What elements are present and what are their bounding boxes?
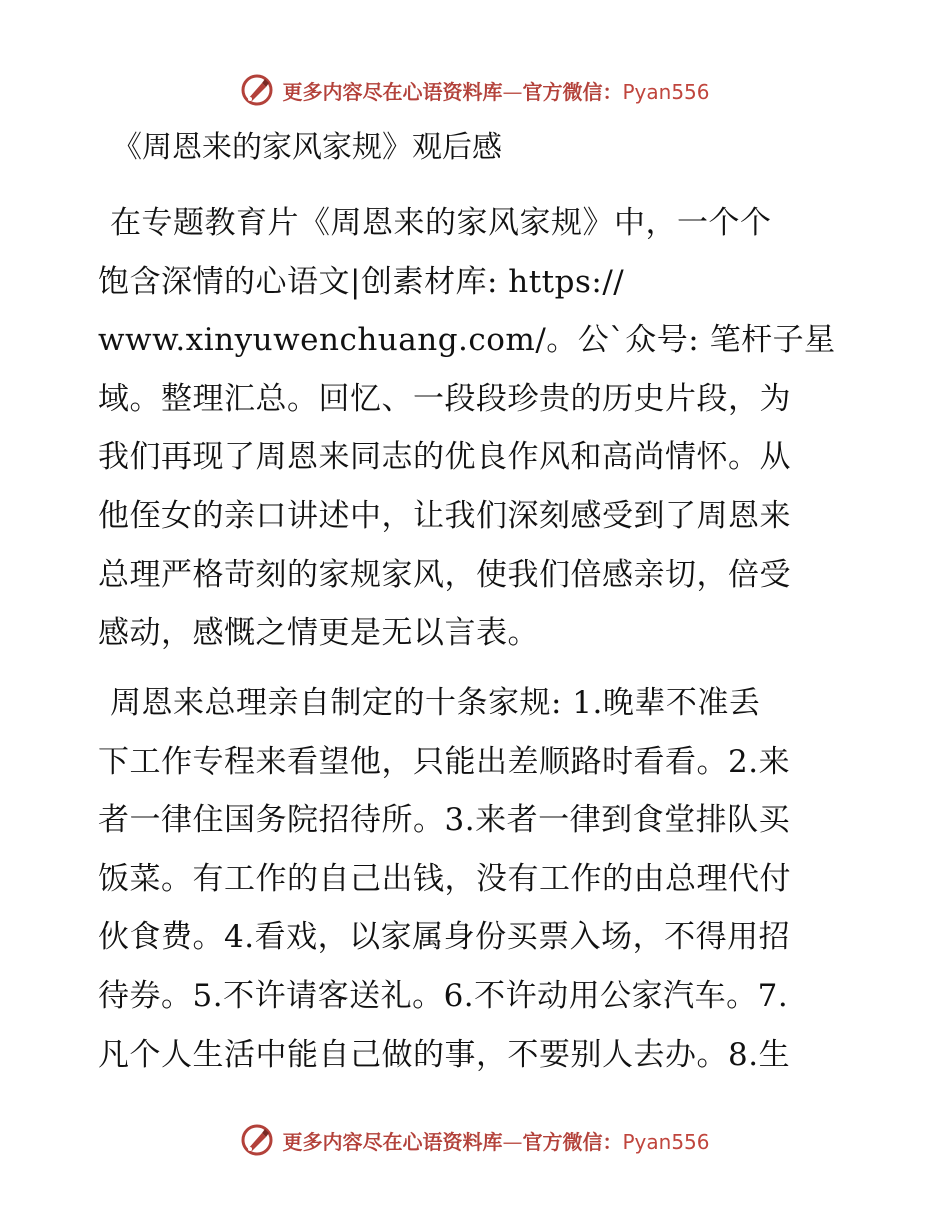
text-line: 伙食费。4.看戏，以家属身份买票入场，不得用招	[98, 919, 791, 956]
text-line: 总理严格苛刻的家规家风，使我们倍感亲切，倍受	[98, 556, 791, 593]
text-line: 在专题教育片《周恩来的家风家规》中，一个个	[110, 205, 772, 241]
text-line: www.xinyuwenchuang.com/。公`众号: 笔杆子星	[98, 322, 836, 359]
text-line: 凡个人生活中能自己做的事，不要别人去办。8.生	[98, 1036, 791, 1073]
document-title: 《周恩来的家风家规》观后感	[112, 130, 502, 165]
paragraph-2	[98, 674, 854, 1084]
text-line: 感动，感慨之情更是无以言表。	[98, 615, 539, 652]
header-watermark-banner	[0, 70, 950, 110]
red-pen-logo-icon	[240, 73, 274, 107]
red-pen-logo-icon	[240, 1123, 274, 1157]
paragraph-1	[98, 194, 854, 663]
text-line: 饭菜。有工作的自己出钱，没有工作的由总理代付	[98, 860, 791, 897]
text-line: 他侄女的亲口讲述中，让我们深刻感受到了周恩来	[98, 497, 791, 534]
text-line: 周恩来总理亲自制定的十条家规: 1.晚辈不准丢	[110, 685, 761, 721]
footer-watermark-banner	[0, 1120, 950, 1160]
text-line: 下工作专程来看望他，只能出差顺路时看看。2.来	[98, 743, 791, 780]
text-line: 待券。5.不许请客送礼。6.不许动用公家汽车。7.	[98, 977, 789, 1014]
text-line: 者一律住国务院招待所。3.来者一律到食堂排队买	[98, 802, 791, 839]
header-watermark-text: 更多内容尽在心语资料库—官方微信：Pyan556	[282, 79, 710, 104]
text-line: 饱含深情的心语文|创素材库: https://	[98, 263, 625, 300]
footer-watermark-text: 更多内容尽在心语资料库—官方微信：Pyan556	[282, 1129, 710, 1154]
text-line: 域。整理汇总。回忆、一段段珍贵的历史片段，为	[98, 380, 791, 417]
text-line: 我们再现了周恩来同志的优良作风和高尚情怀。从	[98, 439, 791, 476]
